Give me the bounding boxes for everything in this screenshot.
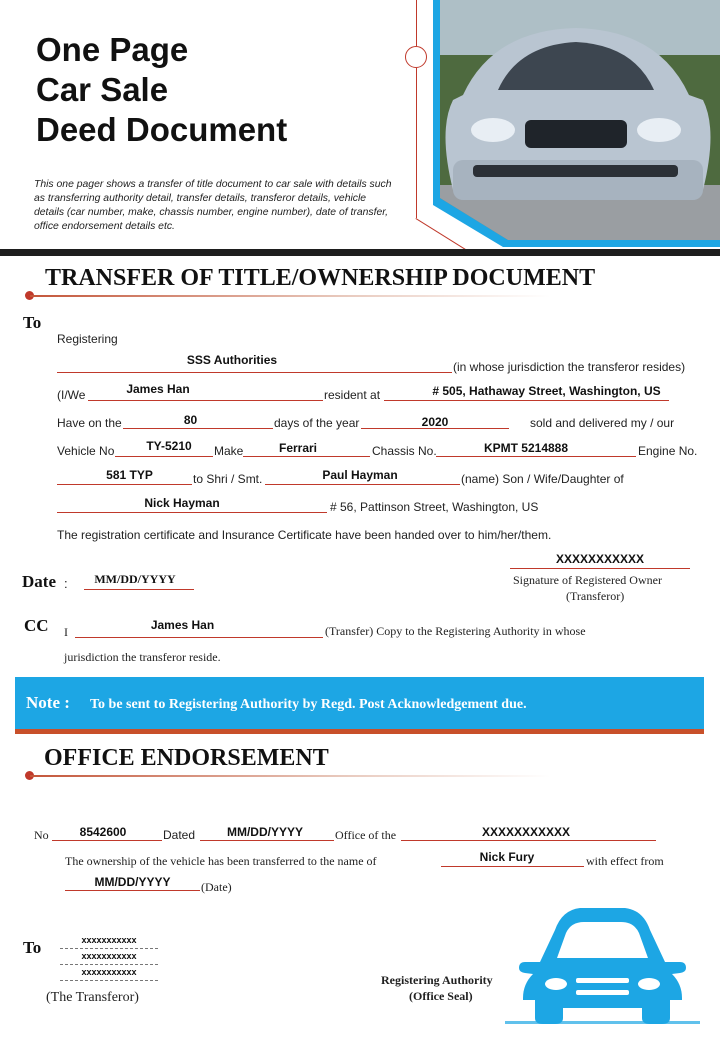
parent-line bbox=[57, 512, 327, 513]
make-value: Ferrari bbox=[278, 441, 318, 455]
certificate-text: The registration certificate and Insurance Certificate have been handed over to him/her/them. bbox=[57, 528, 552, 542]
effect-date-line bbox=[65, 890, 200, 891]
chassis-line bbox=[436, 456, 636, 457]
vehicle-no-line bbox=[115, 456, 213, 457]
effect-date-value: MM/DD/YYYY bbox=[94, 875, 171, 889]
chassis-label: Chassis No. bbox=[372, 444, 437, 458]
buyer-value: Paul Hayman bbox=[322, 468, 398, 482]
authority-line bbox=[57, 372, 452, 373]
authority-value: SSS Authorities bbox=[186, 353, 278, 367]
dated-line bbox=[200, 840, 334, 841]
header-bar bbox=[0, 249, 720, 256]
car-photo bbox=[433, 0, 720, 247]
note-label: Note : bbox=[26, 693, 70, 712]
date-line bbox=[84, 589, 194, 590]
authority-line-2: (Office Seal) bbox=[409, 989, 473, 1003]
section-rule bbox=[30, 295, 550, 297]
to-line-3-value: xxxxxxxxxxx bbox=[81, 967, 137, 977]
cc-label: CC bbox=[24, 616, 49, 635]
cc-name-line bbox=[75, 637, 323, 638]
effect-text: with effect from bbox=[586, 854, 664, 868]
year-value: 2020 bbox=[421, 415, 449, 429]
engine-value: 581 TYP bbox=[106, 468, 153, 482]
name-value: James Han bbox=[126, 382, 190, 396]
title-line-3: Deed Document bbox=[36, 111, 288, 148]
endorsement-to-label: To bbox=[23, 938, 42, 957]
office-value: XXXXXXXXXXX bbox=[481, 825, 571, 839]
dated-label: Dated bbox=[163, 828, 196, 842]
resident-text: resident at bbox=[324, 388, 381, 402]
title-line-2: Car Sale bbox=[36, 71, 169, 108]
address-line bbox=[384, 400, 669, 401]
to-line-1-value: xxxxxxxxxxx bbox=[81, 935, 137, 945]
title-line-1: One Page bbox=[36, 31, 189, 68]
endorsement-rule bbox=[30, 775, 550, 777]
note-text: To be sent to Registering Authority by Regd. Post Acknowledgement due. bbox=[90, 697, 527, 712]
buyer-line bbox=[265, 484, 460, 485]
header-divider bbox=[416, 0, 417, 46]
make-line bbox=[243, 456, 370, 457]
new-owner-value: Nick Fury bbox=[479, 850, 535, 864]
relation-text: (name) Son / Wife/Daughter of bbox=[461, 472, 624, 486]
to-label: To bbox=[23, 313, 42, 332]
to-shri-text: to Shri / Smt. bbox=[193, 472, 263, 486]
address-value: # 505, Hathaway Street, Washington, US bbox=[432, 384, 661, 398]
sold-text: sold and delivered my / our bbox=[530, 416, 675, 430]
new-owner-line bbox=[441, 866, 584, 867]
authority-line-1: Registering Authority bbox=[381, 973, 493, 987]
parent-address: # 56, Pattinson Street, Washington, US bbox=[330, 500, 539, 514]
to-line-3 bbox=[60, 980, 158, 981]
day-line bbox=[123, 428, 273, 429]
description: This one pager shows a transfer of title document to car sale with details such as transferring authority detail, transfer details, transferor details, vehicle details (car number, make, chassis number, engine number), date of transfer, office endorsement details etc. bbox=[34, 179, 392, 232]
signature-line bbox=[510, 568, 690, 569]
page-title bbox=[36, 30, 287, 150]
registering-text: Registering bbox=[57, 332, 118, 346]
no-line bbox=[52, 840, 162, 841]
vehicle-no-label: Vehicle No bbox=[57, 444, 115, 458]
have-on-text: Have on the bbox=[57, 416, 122, 430]
dated-value: MM/DD/YYYY bbox=[226, 825, 303, 839]
day-value: 80 bbox=[183, 413, 198, 427]
to-line-2 bbox=[60, 964, 158, 965]
transfer-section-title: TRANSFER OF TITLE/OWNERSHIP DOCUMENT bbox=[45, 265, 596, 291]
date-value: MM/DD/YYYY bbox=[94, 572, 176, 586]
car-icon bbox=[500, 900, 705, 1030]
no-value: 8542600 bbox=[79, 825, 127, 839]
engine-label: Engine No. bbox=[638, 444, 698, 458]
date-label: Date bbox=[22, 572, 56, 591]
endorsement-section-title: OFFICE ENDORSEMENT bbox=[44, 745, 329, 771]
header-divider-circle bbox=[405, 46, 427, 68]
transferor-text: (The Transferor) bbox=[46, 990, 139, 1005]
ownership-text: The ownership of the vehicle has been transferred to the name of bbox=[65, 854, 377, 868]
date-suffix: (Date) bbox=[201, 880, 232, 894]
signature-label: Signature of Registered Owner bbox=[513, 573, 662, 587]
iwe-text: (I/We bbox=[57, 388, 86, 402]
days-of-year-text: days of the year bbox=[274, 416, 360, 430]
cc-name-value: James Han bbox=[150, 618, 215, 632]
cc-i: I bbox=[64, 625, 68, 639]
note-underline bbox=[15, 729, 704, 734]
jurisdiction-text: (in whose jurisdiction the transferor resides) bbox=[453, 360, 686, 374]
header-divider-lower bbox=[416, 68, 417, 218]
transferor-label: (Transferor) bbox=[566, 589, 625, 603]
engine-line bbox=[57, 484, 192, 485]
no-label: No bbox=[34, 828, 49, 842]
make-label: Make bbox=[214, 444, 244, 458]
office-line bbox=[401, 840, 656, 841]
cc-text: (Transfer) Copy to the Registering Authority in whose bbox=[325, 624, 586, 638]
parent-value: Nick Hayman bbox=[144, 496, 220, 510]
signature-value: XXXXXXXXXXX bbox=[555, 552, 645, 566]
cc-text-2: jurisdiction the transferor reside. bbox=[64, 650, 221, 664]
vehicle-no-value: TY-5210 bbox=[146, 439, 192, 453]
to-line-2-value: xxxxxxxxxxx bbox=[81, 951, 137, 961]
to-line-1 bbox=[60, 948, 158, 949]
office-label: Office of the bbox=[335, 828, 397, 842]
chassis-value: KPMT 5214888 bbox=[483, 441, 569, 455]
date-colon: : bbox=[64, 576, 68, 591]
name-line bbox=[88, 400, 323, 401]
